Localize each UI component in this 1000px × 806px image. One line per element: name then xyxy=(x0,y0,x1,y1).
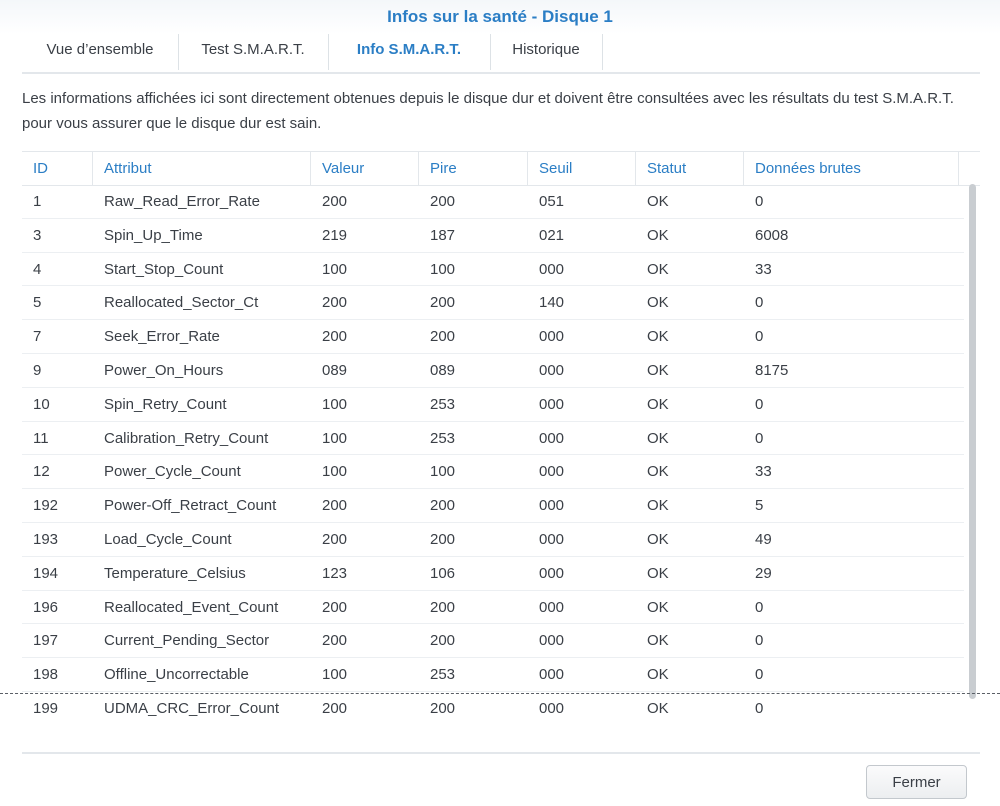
cell-threshold: 021 xyxy=(539,226,565,244)
cell-attribute: Power_On_Hours xyxy=(104,361,224,379)
cell-threshold: 000 xyxy=(539,497,565,515)
cell-threshold: 000 xyxy=(539,328,565,346)
cell-worst: 100 xyxy=(430,463,456,481)
cell-id: 9 xyxy=(33,361,42,379)
tab-smart-info[interactable]: Info S.M.A.R.T. xyxy=(328,34,491,70)
cell-id: 199 xyxy=(33,699,59,717)
cell-threshold: 000 xyxy=(539,260,565,278)
cell-status: OK xyxy=(647,361,669,379)
cell-raw-data: 0 xyxy=(755,598,764,616)
cell-attribute: Current_Pending_Sector xyxy=(104,632,270,650)
cell-threshold: 000 xyxy=(539,429,565,447)
cell-worst: 200 xyxy=(430,598,456,616)
cell-id: 7 xyxy=(33,328,42,346)
cell-id: 11 xyxy=(33,429,49,447)
cell-worst: 200 xyxy=(430,328,456,346)
cell-worst: 089 xyxy=(430,361,456,379)
cell-attribute: Reallocated_Event_Count xyxy=(104,598,279,616)
table-row[interactable] xyxy=(22,658,964,692)
cell-raw-data: 5 xyxy=(755,497,764,515)
cell-worst: 200 xyxy=(430,193,456,210)
cell-value: 200 xyxy=(322,632,348,650)
cell-worst: 200 xyxy=(430,632,456,650)
cell-id: 193 xyxy=(33,530,59,548)
column-header-threshold[interactable]: Seuil xyxy=(528,152,636,185)
window-title: Infos sur la santé - Disque 1 xyxy=(0,0,1000,34)
cell-value: 100 xyxy=(322,429,348,447)
cell-status: OK xyxy=(647,632,669,650)
cell-status: OK xyxy=(647,395,669,413)
table-row[interactable] xyxy=(22,422,964,456)
cell-threshold: 140 xyxy=(539,294,565,312)
cell-worst: 253 xyxy=(430,666,456,684)
cell-raw-data: 49 xyxy=(755,530,772,548)
cell-raw-data: 6008 xyxy=(755,226,789,244)
cell-status: OK xyxy=(647,463,669,481)
cell-value: 200 xyxy=(322,193,348,210)
table-row[interactable] xyxy=(22,253,964,287)
table-row[interactable] xyxy=(22,286,964,320)
cell-raw-data: 0 xyxy=(755,666,764,684)
cell-id: 12 xyxy=(33,463,50,481)
cell-attribute: UDMA_CRC_Error_Count xyxy=(104,699,280,717)
cell-attribute: Temperature_Celsius xyxy=(104,564,246,582)
cell-value: 100 xyxy=(322,463,348,481)
cell-raw-data: 0 xyxy=(755,395,764,413)
cell-value: 200 xyxy=(322,328,348,346)
table-body xyxy=(22,185,964,725)
cell-id: 198 xyxy=(33,666,59,684)
cell-attribute: Start_Stop_Count xyxy=(104,260,224,278)
cell-worst: 200 xyxy=(430,294,456,312)
table-row[interactable] xyxy=(22,320,964,354)
cell-threshold: 000 xyxy=(539,395,565,413)
table-row[interactable] xyxy=(22,523,964,557)
cell-raw-data: 0 xyxy=(755,632,764,650)
cell-value: 200 xyxy=(322,699,348,717)
cell-threshold: 000 xyxy=(539,361,565,379)
cell-status: OK xyxy=(647,497,669,515)
cell-raw-data: 0 xyxy=(755,328,764,346)
cell-value: 123 xyxy=(322,564,348,582)
table-scrollbar[interactable] xyxy=(964,184,978,704)
cell-value: 100 xyxy=(322,666,348,684)
cell-id: 3 xyxy=(33,226,42,244)
cell-raw-data: 0 xyxy=(755,699,764,717)
column-header-id[interactable]: ID xyxy=(22,152,93,185)
cell-threshold: 000 xyxy=(539,632,565,650)
cell-threshold: 000 xyxy=(539,598,565,616)
table-row[interactable] xyxy=(22,185,964,219)
footer-divider xyxy=(22,752,980,754)
cell-raw-data: 0 xyxy=(755,294,764,312)
tab-overview[interactable]: Vue d’ensemble xyxy=(22,34,179,70)
table-row[interactable] xyxy=(22,489,964,523)
tab-bar xyxy=(22,34,980,74)
cell-value: 200 xyxy=(322,598,348,616)
cell-attribute: Calibration_Retry_Count xyxy=(104,429,269,447)
tab-history[interactable]: Historique xyxy=(490,34,603,70)
description-text: Les informations affichées ici sont directement obtenues depuis le disque dur et doivent être consultées avec les résultats du test S.M.A.R.T. pour vous assurer que le disque dur est sain. xyxy=(22,90,954,132)
cell-worst: 200 xyxy=(430,497,456,515)
cell-status: OK xyxy=(647,226,669,244)
column-header-raw-data[interactable]: Données brutes xyxy=(744,152,959,185)
cell-raw-data: 0 xyxy=(755,193,764,210)
cell-id: 196 xyxy=(33,598,59,616)
cell-attribute: Raw_Read_Error_Rate xyxy=(104,193,260,210)
column-header-worst[interactable]: Pire xyxy=(419,152,528,185)
cell-attribute: Seek_Error_Rate xyxy=(104,328,220,346)
cell-value: 100 xyxy=(322,260,348,278)
cell-worst: 106 xyxy=(430,564,456,582)
cell-attribute: Load_Cycle_Count xyxy=(104,530,232,548)
cell-status: OK xyxy=(647,699,669,717)
cell-threshold: 000 xyxy=(539,666,565,684)
cell-id: 5 xyxy=(33,294,42,312)
cell-status: OK xyxy=(647,193,669,210)
cell-status: OK xyxy=(647,564,669,582)
cell-status: OK xyxy=(647,598,669,616)
dashed-divider xyxy=(0,693,1000,694)
cell-worst: 100 xyxy=(430,260,456,278)
cell-status: OK xyxy=(647,666,669,684)
cell-attribute: Reallocated_Sector_Ct xyxy=(104,294,259,312)
cell-value: 200 xyxy=(322,294,348,312)
cell-raw-data: 0 xyxy=(755,429,764,447)
table-row[interactable] xyxy=(22,692,964,725)
table-row[interactable] xyxy=(22,591,964,625)
cell-raw-data: 33 xyxy=(755,260,772,278)
column-header-status[interactable]: Statut xyxy=(636,152,744,185)
cell-attribute: Offline_Uncorrectable xyxy=(104,666,249,684)
table-row[interactable] xyxy=(22,557,964,591)
cell-status: OK xyxy=(647,294,669,312)
cell-threshold: 051 xyxy=(539,193,565,210)
table-header xyxy=(22,151,980,186)
cell-attribute: Power-Off_Retract_Count xyxy=(104,497,277,515)
cell-value: 219 xyxy=(322,226,348,244)
table-row[interactable] xyxy=(22,354,964,388)
cell-status: OK xyxy=(647,530,669,548)
smart-table xyxy=(22,151,980,725)
cell-worst: 253 xyxy=(430,429,456,447)
cell-worst: 200 xyxy=(430,530,456,548)
close-button[interactable]: Fermer xyxy=(866,765,967,799)
column-header-attribute[interactable]: Attribut xyxy=(93,152,311,185)
cell-threshold: 000 xyxy=(539,463,565,481)
scrollbar-thumb[interactable] xyxy=(969,184,976,699)
cell-attribute: Spin_Retry_Count xyxy=(104,395,227,413)
cell-id: 4 xyxy=(33,260,42,278)
cell-threshold: 000 xyxy=(539,530,565,548)
cell-value: 100 xyxy=(322,395,348,413)
cell-value: 200 xyxy=(322,497,348,515)
cell-raw-data: 33 xyxy=(755,463,772,481)
cell-worst: 187 xyxy=(430,226,456,244)
cell-id: 197 xyxy=(33,632,59,650)
cell-id: 194 xyxy=(33,564,59,582)
cell-id: 192 xyxy=(33,497,59,515)
column-header-value[interactable]: Valeur xyxy=(311,152,419,185)
table-row[interactable] xyxy=(22,624,964,658)
cell-status: OK xyxy=(647,429,669,447)
cell-id: 1 xyxy=(33,193,42,210)
cell-worst: 200 xyxy=(430,699,456,717)
cell-threshold: 000 xyxy=(539,564,565,582)
cell-worst: 253 xyxy=(430,395,456,413)
cell-id: 10 xyxy=(33,395,50,413)
cell-raw-data: 29 xyxy=(755,564,772,582)
tab-smart-test[interactable]: Test S.M.A.R.T. xyxy=(178,34,329,70)
table-row[interactable] xyxy=(22,219,964,253)
cell-raw-data: 8175 xyxy=(755,361,789,379)
cell-attribute: Spin_Up_Time xyxy=(104,226,203,244)
cell-value: 089 xyxy=(322,361,348,379)
cell-threshold: 000 xyxy=(539,699,565,717)
table-row[interactable] xyxy=(22,455,964,489)
cell-value: 200 xyxy=(322,530,348,548)
table-row[interactable] xyxy=(22,388,964,422)
cell-status: OK xyxy=(647,328,669,346)
cell-attribute: Power_Cycle_Count xyxy=(104,463,241,481)
cell-status: OK xyxy=(647,260,669,278)
